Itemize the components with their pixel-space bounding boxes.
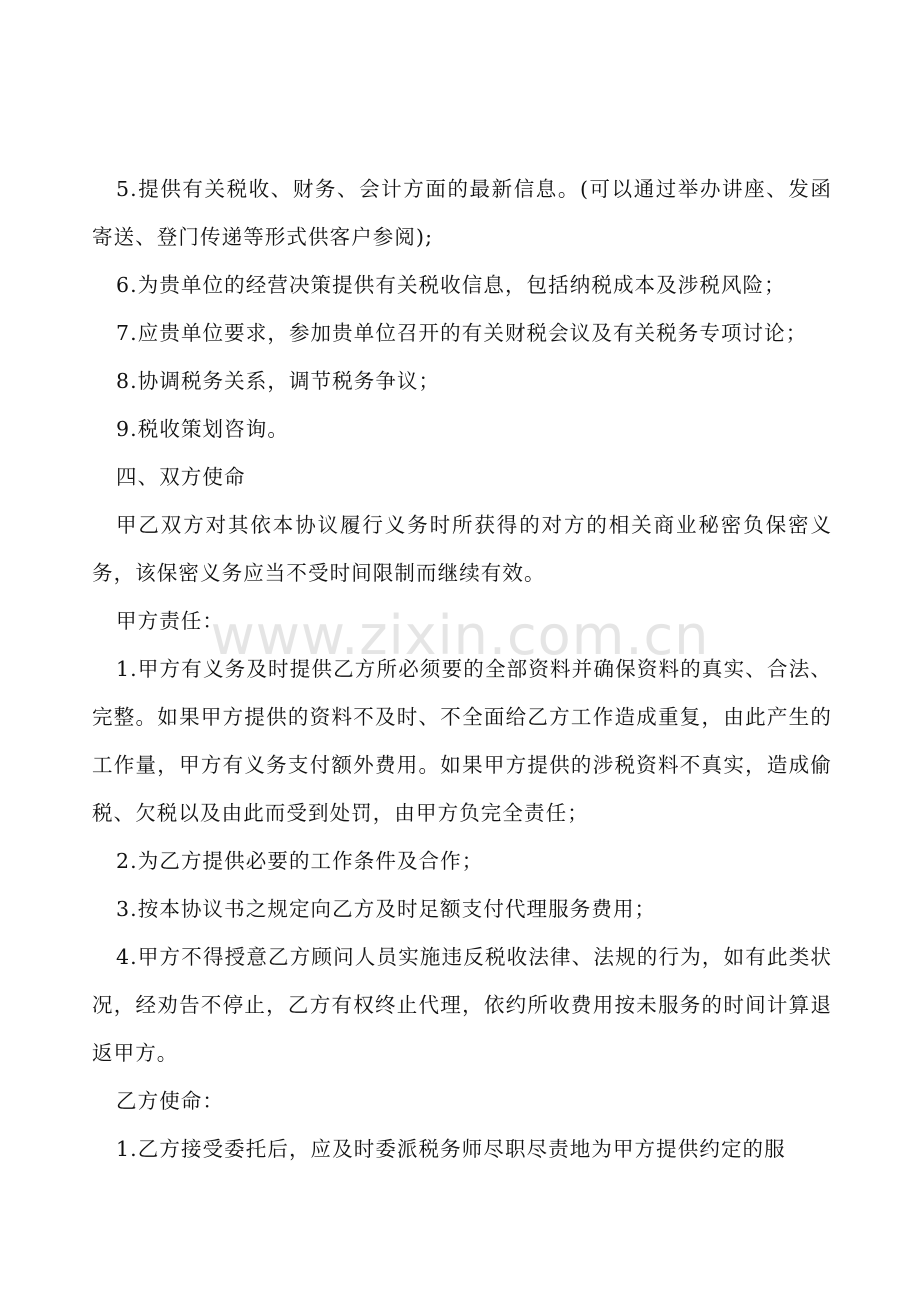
watermark: www.zixin.com.cn	[210, 604, 710, 667]
party-b-duty-1: 1.乙方接受委托后，应及时委派税务师尽职尽责地为甲方提供约定的服	[116, 1137, 786, 1161]
section-4-heading: 四、双方使命	[116, 465, 246, 489]
party-a-duties-heading: 甲方责任：	[116, 609, 224, 633]
item-5-paragraph: 5.提供有关税收、财务、会计方面的最新信息。(可以通过举办讲座、发函寄送、登门传递等形式供客户参阅);	[92, 177, 832, 249]
party-a-duty-4: 4.甲方不得授意乙方顾问人员实施违反税收法律、法规的行为，如有此类状况，经劝告不停止，乙方有权终止代理，依约所收费用按未服务的时间计算退返甲方。	[92, 945, 832, 1065]
item-7-paragraph: 7.应贵单位要求，参加贵单位召开的有关财税会议及有关税务专项讨论；	[116, 321, 808, 345]
party-a-duty-3: 3.按本协议书之规定向乙方及时足额支付代理服务费用；	[116, 897, 657, 921]
item-8-paragraph: 8.协调税务关系，调节税务争议；	[116, 369, 441, 393]
item-6-paragraph: 6.为贵单位的经营决策提供有关税收信息，包括纳税成本及涉税风险；	[116, 273, 786, 297]
confidentiality-paragraph: 甲乙双方对其依本协议履行义务时所获得的对方的相关商业秘密负保密义务，该保密义务应当不受时间限制而继续有效。	[92, 513, 832, 585]
party-a-duty-2: 2.为乙方提供必要的工作条件及合作；	[116, 849, 484, 873]
item-9-paragraph: 9.税收策划咨询。	[116, 417, 289, 441]
document-body	[92, 165, 832, 1173]
party-b-duties-heading: 乙方使命：	[116, 1089, 224, 1113]
party-a-duty-1: 1.甲方有义务及时提供乙方所必须要的全部资料并确保资料的真实、合法、完整。如果甲方提供的资料不及时、不全面给乙方工作造成重复，由此产生的工作量，甲方有义务支付额外费用。如果甲方提供的涉税资料不真实，造成偷税、欠税以及由此而受到处罚，由甲方负完全责任；	[92, 657, 832, 825]
